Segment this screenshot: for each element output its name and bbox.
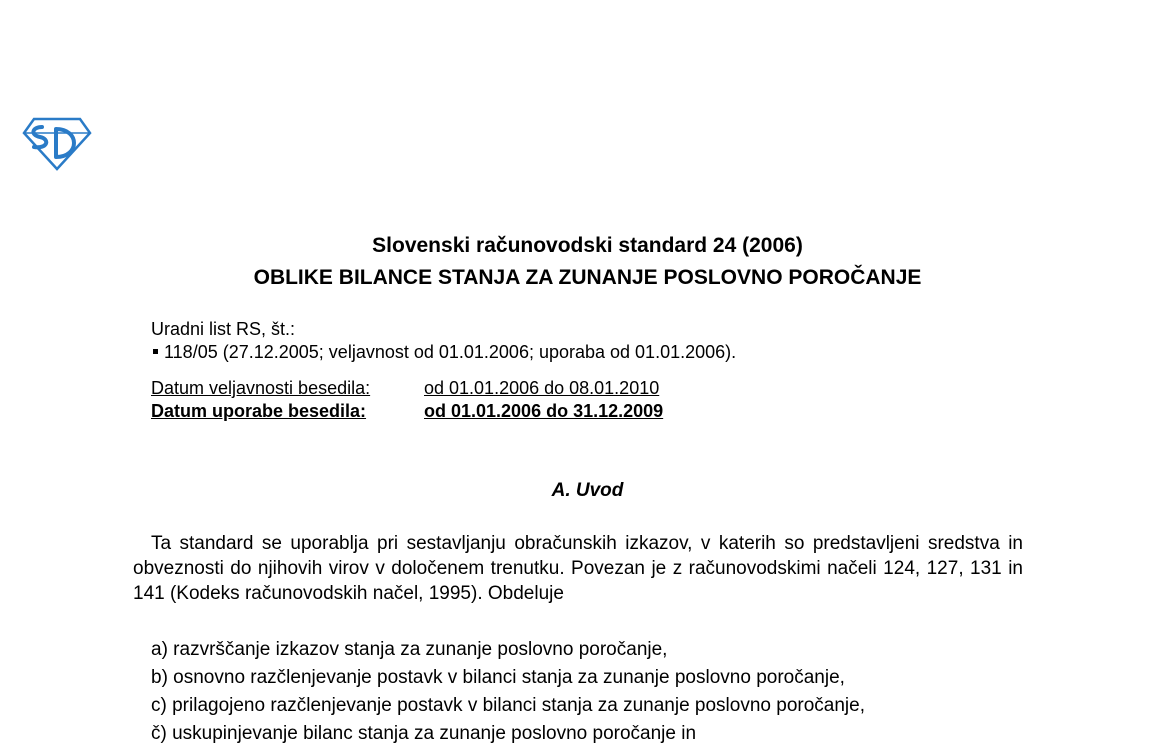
title-line-2: OBLIKE BILANCE STANJA ZA ZUNANJE POSLOVNO POROČANJE xyxy=(253,266,922,289)
date-info xyxy=(151,377,663,423)
publication-info xyxy=(151,318,736,364)
intro-paragraph-text: Ta standard se uporablja pri sestavljanju obračunskih izkazov, v katerih so predstavljeni sredstva in obveznosti do njihovih virov v določenem trenutku. Povezan je z računovodskimi načeli 124, 127, 131 in 141 (Kodeks računovodskih načel, 1995). Obdeluje xyxy=(133,533,1023,604)
use-label: Datum uporabe besedila: xyxy=(151,401,367,421)
intro-paragraph xyxy=(133,531,1023,606)
document-title xyxy=(0,230,1157,294)
list-item: č) uskupinjevanje bilanc stanja za zunanje poslovno poročanje in xyxy=(151,723,697,744)
use-row xyxy=(151,400,663,423)
bullet-icon xyxy=(153,349,158,354)
list-item: b) osnovno razčlenjevanje postavk v bilanci stanja za zunanje poslovno poročanje, xyxy=(151,667,845,688)
title-line-1: Slovenski računovodski standard 24 (2006) xyxy=(372,234,803,257)
list-item: a) razvrščanje izkazov stanja za zunanje poslovno poročanje, xyxy=(151,639,668,660)
scope-list xyxy=(151,636,865,748)
source-item xyxy=(151,341,736,364)
validity-label: Datum veljavnosti besedila: xyxy=(151,378,371,398)
list-item: c) prilagojeno razčlenjevanje postavk v bilanci stanja za zunanje poslovno poročanje, xyxy=(151,695,865,716)
sd-diamond-logo-icon xyxy=(22,117,92,171)
source-item-text: 118/05 (27.12.2005; veljavnost od 01.01.2006; uporaba od 01.01.2006). xyxy=(164,342,737,362)
source-label: Uradni list RS, št.: xyxy=(151,319,296,339)
validity-row xyxy=(151,377,663,400)
use-value: od 01.01.2006 do 31.12.2009 xyxy=(424,401,664,421)
section-heading: A. Uvod xyxy=(551,480,624,501)
validity-value: od 01.01.2006 do 08.01.2010 xyxy=(424,378,660,398)
